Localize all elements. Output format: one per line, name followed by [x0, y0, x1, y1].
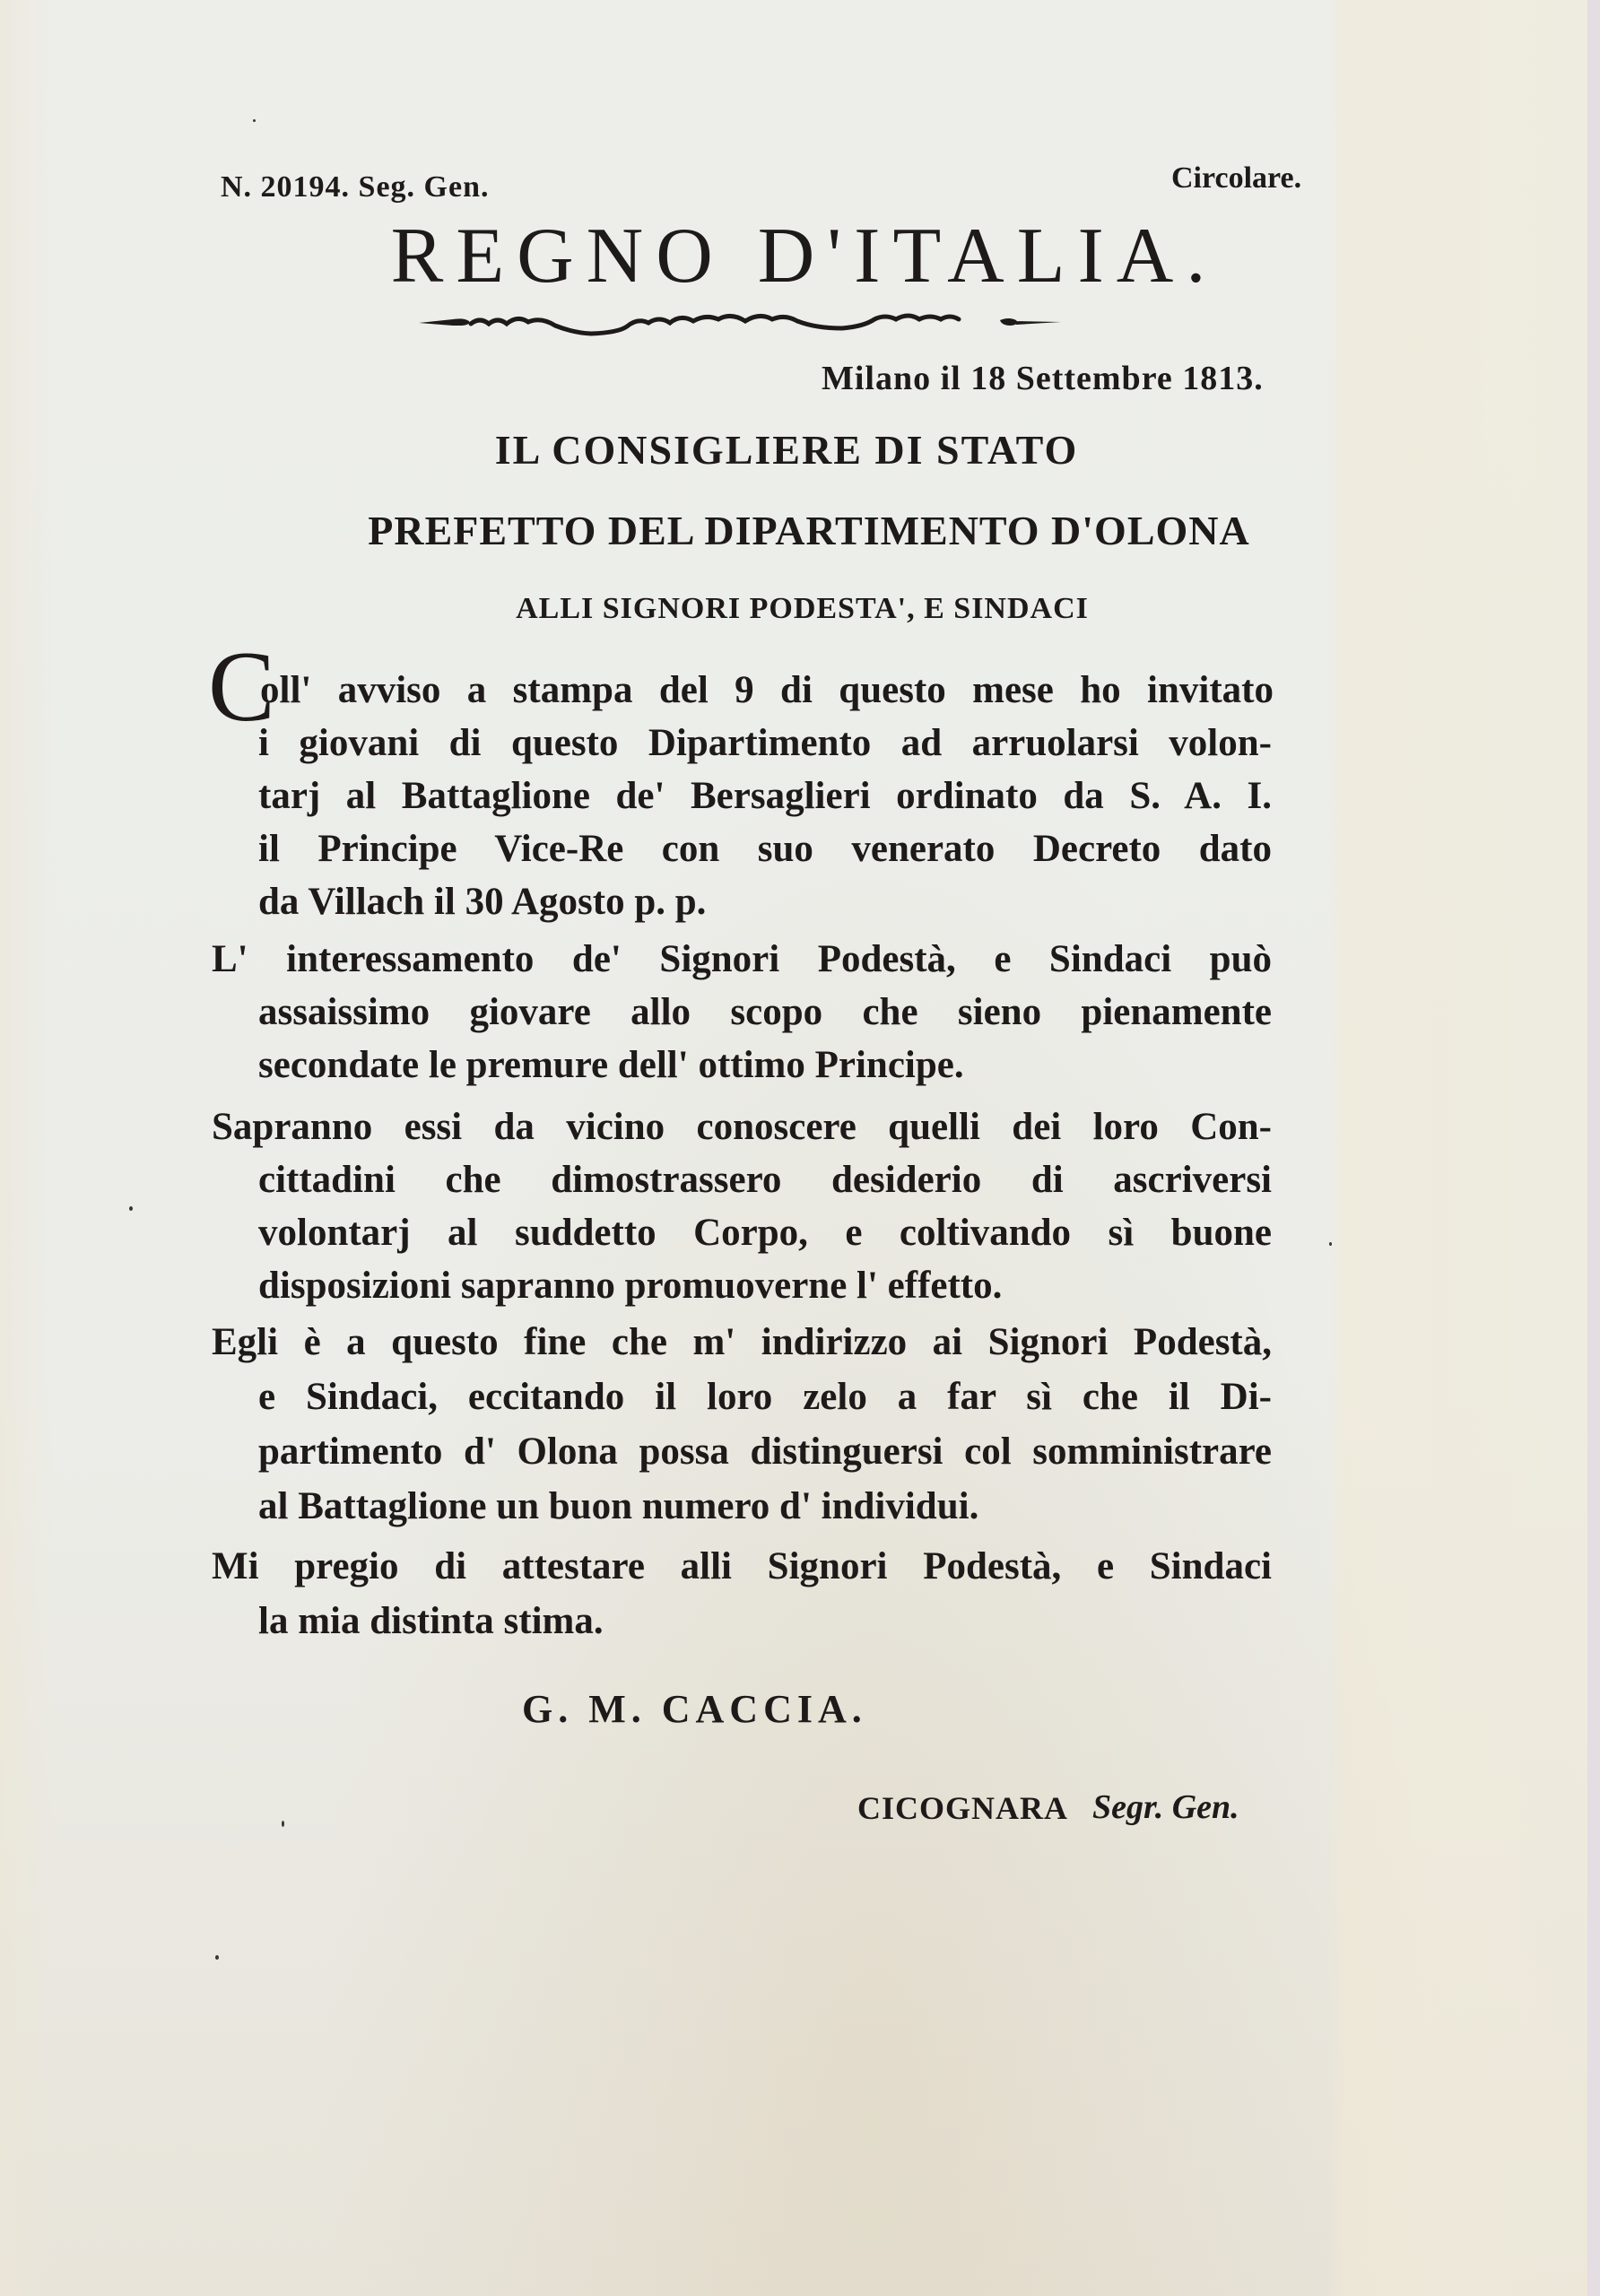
heading-prefect: PREFETTO DEL DIPARTIMENTO D'OLONA	[368, 508, 1250, 553]
paragraph-line: la mia distinta stima.	[258, 1600, 604, 1642]
paragraph-line: disposizioni sapranno promuoverne l' effetto.	[258, 1265, 1003, 1307]
paragraph-line: Egli è a questo fine che m' indirizzo ai Signori Podestà,	[212, 1321, 1272, 1363]
dateline: Milano il 18 Settembre 1813.	[822, 360, 1264, 397]
paragraph-line: e Sindaci, eccitando il loro zelo a far sì che il Di-	[258, 1376, 1272, 1418]
paragraph-line: cittadini che dimostrassero desiderio di ascriversi	[258, 1159, 1272, 1201]
paragraph-line: da Villach il 30 Agosto p. p.	[258, 881, 707, 923]
reference-number: N. 20194. Seg. Gen.	[221, 170, 490, 204]
heading-office: IL CONSIGLIERE DI STATO	[494, 427, 1079, 473]
ornamental-rule-icon	[417, 309, 1063, 336]
paragraph-line: Sapranno essi da vicino conoscere quelli dei loro Con-	[212, 1106, 1272, 1148]
countersignature-name: CICOGNARA	[857, 1790, 1069, 1826]
paragraph-line: L' interessamento de' Signori Podestà, e Sindaci può	[212, 938, 1272, 980]
circular-label: Circolare.	[1171, 161, 1302, 195]
paper-speck	[253, 119, 256, 122]
paper-speck	[129, 1206, 133, 1211]
paragraph-line: Mi pregio di attestare alli Signori Podestà, e Sindaci	[212, 1545, 1272, 1587]
paragraph-line: al Battaglione un buon numero d' individui.	[258, 1485, 979, 1527]
paragraph-line: volontarj al suddetto Corpo, e coltivando sì buone	[258, 1212, 1272, 1254]
paragraph-line: oll' avviso a stampa del 9 di questo mese ho invitato	[260, 669, 1274, 711]
paragraph-line: i giovani di questo Dipartimento ad arruolarsi volon-	[258, 722, 1272, 764]
signature: G. M. CACCIA.	[522, 1687, 867, 1731]
paragraph-line: secondate le premure dell' ottimo Principe.	[258, 1044, 964, 1086]
paragraph-line: partimento d' Olona possa distinguersi col somministrare	[258, 1431, 1272, 1473]
paragraph-line: tarj al Battaglione de' Bersaglieri ordinato da S. A. I.	[258, 775, 1272, 817]
paper-speck	[282, 1821, 284, 1827]
paper-speck	[215, 1955, 219, 1960]
heading-addressees: ALLI SIGNORI PODESTA', E SINDACI	[516, 592, 1089, 625]
paragraph-line: il Principe Vice-Re con suo venerato Decreto dato	[258, 828, 1272, 870]
paper-speck	[1329, 1242, 1332, 1246]
paragraph-line: assaissimo giovare allo scopo che sieno pienamente	[258, 991, 1272, 1033]
drop-cap: C	[208, 631, 275, 743]
document-title: REGNO D'ITALIA.	[390, 213, 1219, 300]
countersignature-title: Segr. Gen.	[1092, 1788, 1239, 1826]
